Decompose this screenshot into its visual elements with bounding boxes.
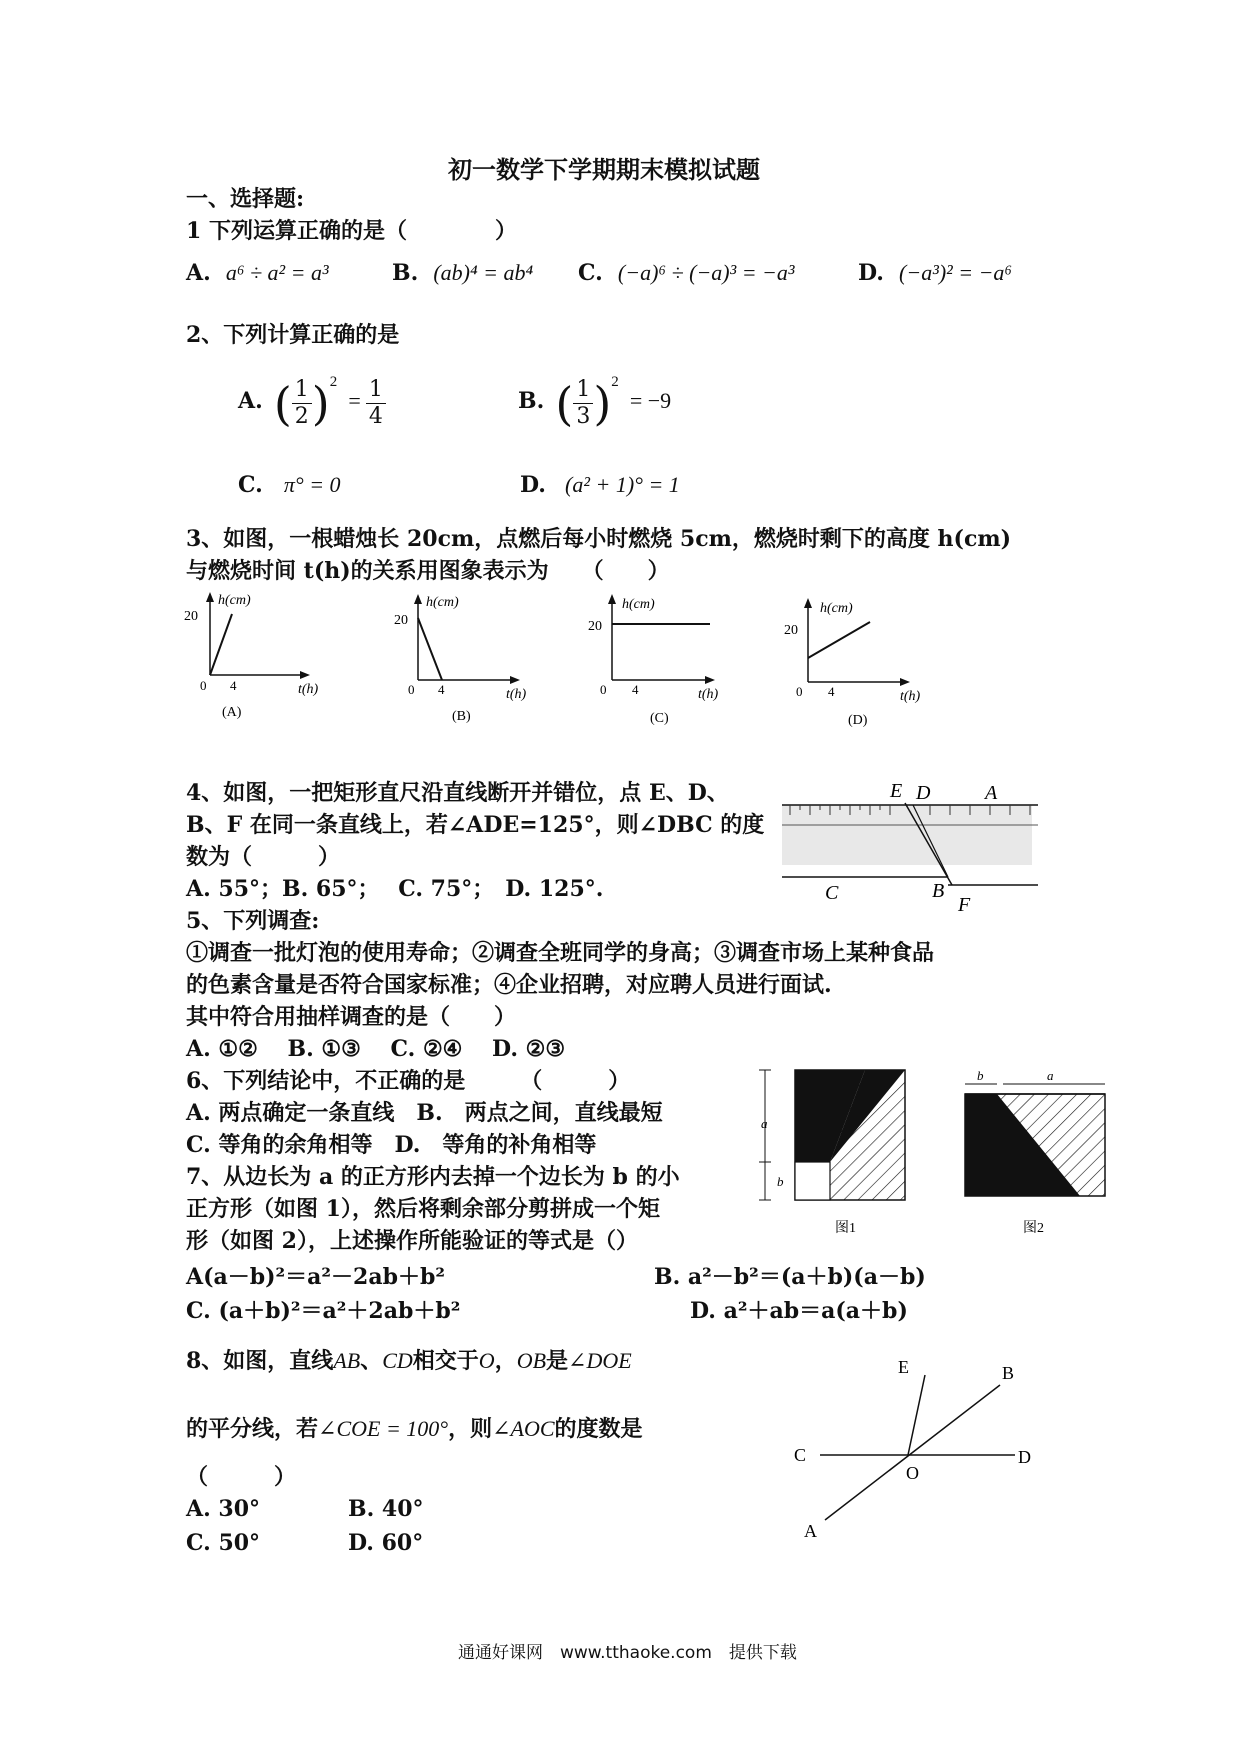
q8-point-b: B bbox=[1002, 1363, 1015, 1383]
q7-figures bbox=[755, 1062, 1115, 1237]
q4-stem-line2: B、F 在同一条直线上，若∠ADE=125°，则∠DBC 的度 bbox=[186, 812, 765, 838]
q5-options: A. ①② B. ①③ C. ②④ D. ②③ bbox=[186, 1036, 566, 1062]
q4-point-b: B bbox=[932, 880, 945, 902]
q5-line3: 其中符合用抽样调查的是（ ） bbox=[186, 1004, 517, 1030]
q1-label-c: C. bbox=[578, 260, 603, 286]
q3-graph-d bbox=[784, 598, 921, 728]
q1-option-a bbox=[186, 260, 329, 286]
q4-stem-line1: 4、如图，一把矩形直尺沿直线断开并错位，点 E、D、 bbox=[186, 780, 729, 806]
q8-figure bbox=[790, 1355, 1050, 1545]
svg-text:t(h): t(h) bbox=[506, 687, 527, 702]
section-heading: 一、选择题: bbox=[186, 186, 305, 212]
q4-point-a: A bbox=[985, 782, 998, 804]
q4-point-d: D bbox=[916, 782, 931, 804]
q1-option-c bbox=[578, 260, 795, 286]
svg-text:20: 20 bbox=[784, 623, 798, 638]
q1-label-d: D. bbox=[858, 260, 884, 286]
svg-text:0: 0 bbox=[200, 678, 207, 693]
svg-text:h(cm): h(cm) bbox=[426, 595, 459, 610]
q8-point-e: E bbox=[898, 1357, 909, 1377]
q8-point-o: O bbox=[906, 1463, 919, 1483]
q4-ruler-figure bbox=[780, 775, 1040, 920]
q2-label-d: D. bbox=[520, 472, 546, 498]
q2-math-d: (a² + 1)° = 1 bbox=[565, 472, 680, 497]
q5-line2: 的色素含量是否符合国家标准；④企业招聘，对应聘人员进行面试. bbox=[186, 972, 832, 998]
svg-text:t(h): t(h) bbox=[698, 687, 719, 702]
q8-option-d: D. 60° bbox=[348, 1530, 424, 1556]
q1-stem: 1 下列运算正确的是（ ） bbox=[186, 218, 517, 244]
q2-stem: 2、下列计算正确的是 bbox=[186, 322, 400, 348]
q2-a-result: $\frac{1}{4}$ bbox=[366, 377, 386, 430]
q1-math-c: (−a)⁶ ÷ (−a)³ = −a³ bbox=[617, 260, 795, 285]
q8-point-d: D bbox=[1018, 1447, 1031, 1467]
q8-option-c: C. 50° bbox=[186, 1530, 261, 1556]
q3-label-a: (A) bbox=[222, 705, 242, 720]
svg-text:4: 4 bbox=[632, 682, 639, 697]
svg-text:a: a bbox=[761, 1116, 768, 1131]
q7-option-c: C. (a＋b)²＝a²＋2ab＋b² bbox=[186, 1298, 461, 1324]
q4-point-c: C bbox=[825, 882, 839, 904]
q8-coe: ∠COE = 100° bbox=[318, 1416, 449, 1441]
page-title: 初一数学下学期期末模拟试题 bbox=[448, 155, 760, 184]
q8-point-a: A bbox=[804, 1521, 817, 1541]
q8-ab: AB bbox=[333, 1348, 361, 1373]
q6-stem: 6、下列结论中，不正确的是 （ ） bbox=[186, 1068, 631, 1094]
q3-stem-line2: 与燃烧时间 t(h)的关系用图象表示为 （ ） bbox=[186, 558, 670, 584]
q8-doe: ∠DOE bbox=[568, 1348, 632, 1373]
svg-text:h(cm): h(cm) bbox=[622, 597, 655, 612]
q8-option-a: A. 30° bbox=[186, 1496, 261, 1522]
svg-text:h(cm): h(cm) bbox=[820, 601, 853, 616]
q4-point-f: F bbox=[958, 894, 971, 916]
q8-point-c: C bbox=[794, 1445, 807, 1465]
q3-graph-b bbox=[394, 594, 527, 724]
q2-option-c bbox=[238, 472, 341, 498]
svg-text:0: 0 bbox=[796, 684, 803, 699]
q7-stem-line1: 7、从边长为 a 的正方形内去掉一个边长为 b 的小 bbox=[186, 1164, 680, 1190]
q7-figure-1 bbox=[759, 1070, 905, 1236]
q3-graph-a bbox=[184, 592, 319, 720]
q6-line2: C. 等角的余角相等 D. 等角的补角相等 bbox=[186, 1132, 597, 1158]
q2-a-fraction: $\frac{1}{2}$ bbox=[292, 377, 312, 430]
q8-aoc: ∠AOC bbox=[492, 1416, 555, 1441]
q7-stem-line2: 正方形（如图 1），然后将剩余部分剪拼成一个矩 bbox=[186, 1196, 660, 1222]
q2-b-rhs: = −9 bbox=[629, 388, 672, 413]
q5-line1: ①调查一批灯泡的使用寿命；②调查全班同学的身高；③调查市场上某种食品 bbox=[186, 940, 935, 966]
q2-label-b: B. bbox=[518, 388, 545, 414]
svg-text:4: 4 bbox=[230, 678, 237, 693]
q8-cd: CD bbox=[382, 1348, 413, 1373]
q8-line2: 的平分线，若∠COE = 100°，则∠AOC的度数是 bbox=[186, 1416, 643, 1442]
svg-text:20: 20 bbox=[394, 613, 408, 628]
q2-option-a: A. ( $\frac{1}{2}$ )$^2$ = $\frac{1}{4}$ bbox=[238, 374, 386, 431]
q7-option-b: B. a²－b²＝(a＋b)(a－b) bbox=[654, 1264, 926, 1290]
q1-option-b bbox=[392, 260, 533, 286]
q7-stem-line3: 形（如图 2），上述操作所能验证的等式是（） bbox=[186, 1228, 638, 1254]
svg-text:0: 0 bbox=[600, 682, 607, 697]
q2-option-b: B. ( $\frac{1}{3}$ )$^2$ = −9 bbox=[518, 374, 672, 431]
q2-math-c: π° = 0 bbox=[283, 472, 341, 497]
q8-answer-paren: （ ） bbox=[186, 1464, 297, 1490]
q6-line1: A. 两点确定一条直线 B. 两点之间，直线最短 bbox=[186, 1100, 663, 1126]
q1-math-d: (−a³)² = −a⁶ bbox=[899, 260, 1013, 285]
q7-fig2-caption: 图2 bbox=[1023, 1221, 1044, 1236]
svg-text:t(h): t(h) bbox=[900, 689, 921, 704]
q1-label-b: B. bbox=[392, 260, 419, 286]
svg-text:0: 0 bbox=[408, 682, 415, 697]
svg-text:b: b bbox=[777, 1174, 784, 1189]
svg-text:a: a bbox=[1047, 1068, 1054, 1083]
svg-text:b: b bbox=[977, 1068, 984, 1083]
q4-ruler-shade bbox=[782, 805, 1032, 865]
svg-text:20: 20 bbox=[184, 609, 198, 624]
q8-option-b: B. 40° bbox=[348, 1496, 424, 1522]
svg-text:4: 4 bbox=[438, 682, 445, 697]
svg-text:h(cm): h(cm) bbox=[218, 593, 251, 608]
q7-option-a: A(a－b)²＝a²－2ab＋b² bbox=[186, 1264, 446, 1290]
q2-option-d bbox=[520, 472, 680, 498]
q7-option-d: D. a²＋ab＝a(a＋b) bbox=[690, 1298, 908, 1324]
q3-label-d: (D) bbox=[848, 713, 868, 728]
q3-graphs bbox=[180, 590, 960, 740]
footer-text: 通通好课网 www.tthaoke.com 提供下载 bbox=[458, 1643, 797, 1663]
q3-graph-c bbox=[588, 594, 719, 726]
svg-text:t(h): t(h) bbox=[298, 682, 319, 697]
q5-stem: 5、下列调查: bbox=[186, 908, 320, 934]
q2-label-a: A. bbox=[238, 388, 263, 414]
q4-stem-line3: 数为（ ） bbox=[186, 844, 341, 870]
q1-math-b: (ab)⁴ = ab⁴ bbox=[433, 260, 534, 285]
q4-options: A. 55°；B. 65°； C. 75°； D. 125°. bbox=[186, 876, 604, 902]
q3-label-c: (C) bbox=[650, 711, 669, 726]
q8-ob: OB bbox=[516, 1348, 547, 1373]
q3-stem-line1: 3、如图，一根蜡烛长 20cm，点燃后每小时燃烧 5cm，燃烧时剩下的高度 h(cm) bbox=[186, 526, 1012, 552]
q1-math-a: a⁶ ÷ a² = a³ bbox=[225, 260, 329, 285]
q7-figure-2 bbox=[965, 1068, 1105, 1236]
svg-text:20: 20 bbox=[588, 619, 602, 634]
q3-label-b: (B) bbox=[452, 709, 471, 724]
q2-label-c: C. bbox=[238, 472, 263, 498]
q8-line1: 8、如图，直线AB、CD相交于O，OB是∠DOE bbox=[186, 1348, 632, 1374]
q1-option-d bbox=[858, 260, 1012, 286]
q1-label-a: A. bbox=[186, 260, 211, 286]
q7-fig1-caption: 图1 bbox=[835, 1221, 856, 1236]
q2-b-fraction: $\frac{1}{3}$ bbox=[573, 377, 593, 430]
q4-point-e: E bbox=[890, 780, 903, 802]
q8-o: O bbox=[478, 1348, 495, 1373]
svg-text:4: 4 bbox=[828, 684, 835, 699]
